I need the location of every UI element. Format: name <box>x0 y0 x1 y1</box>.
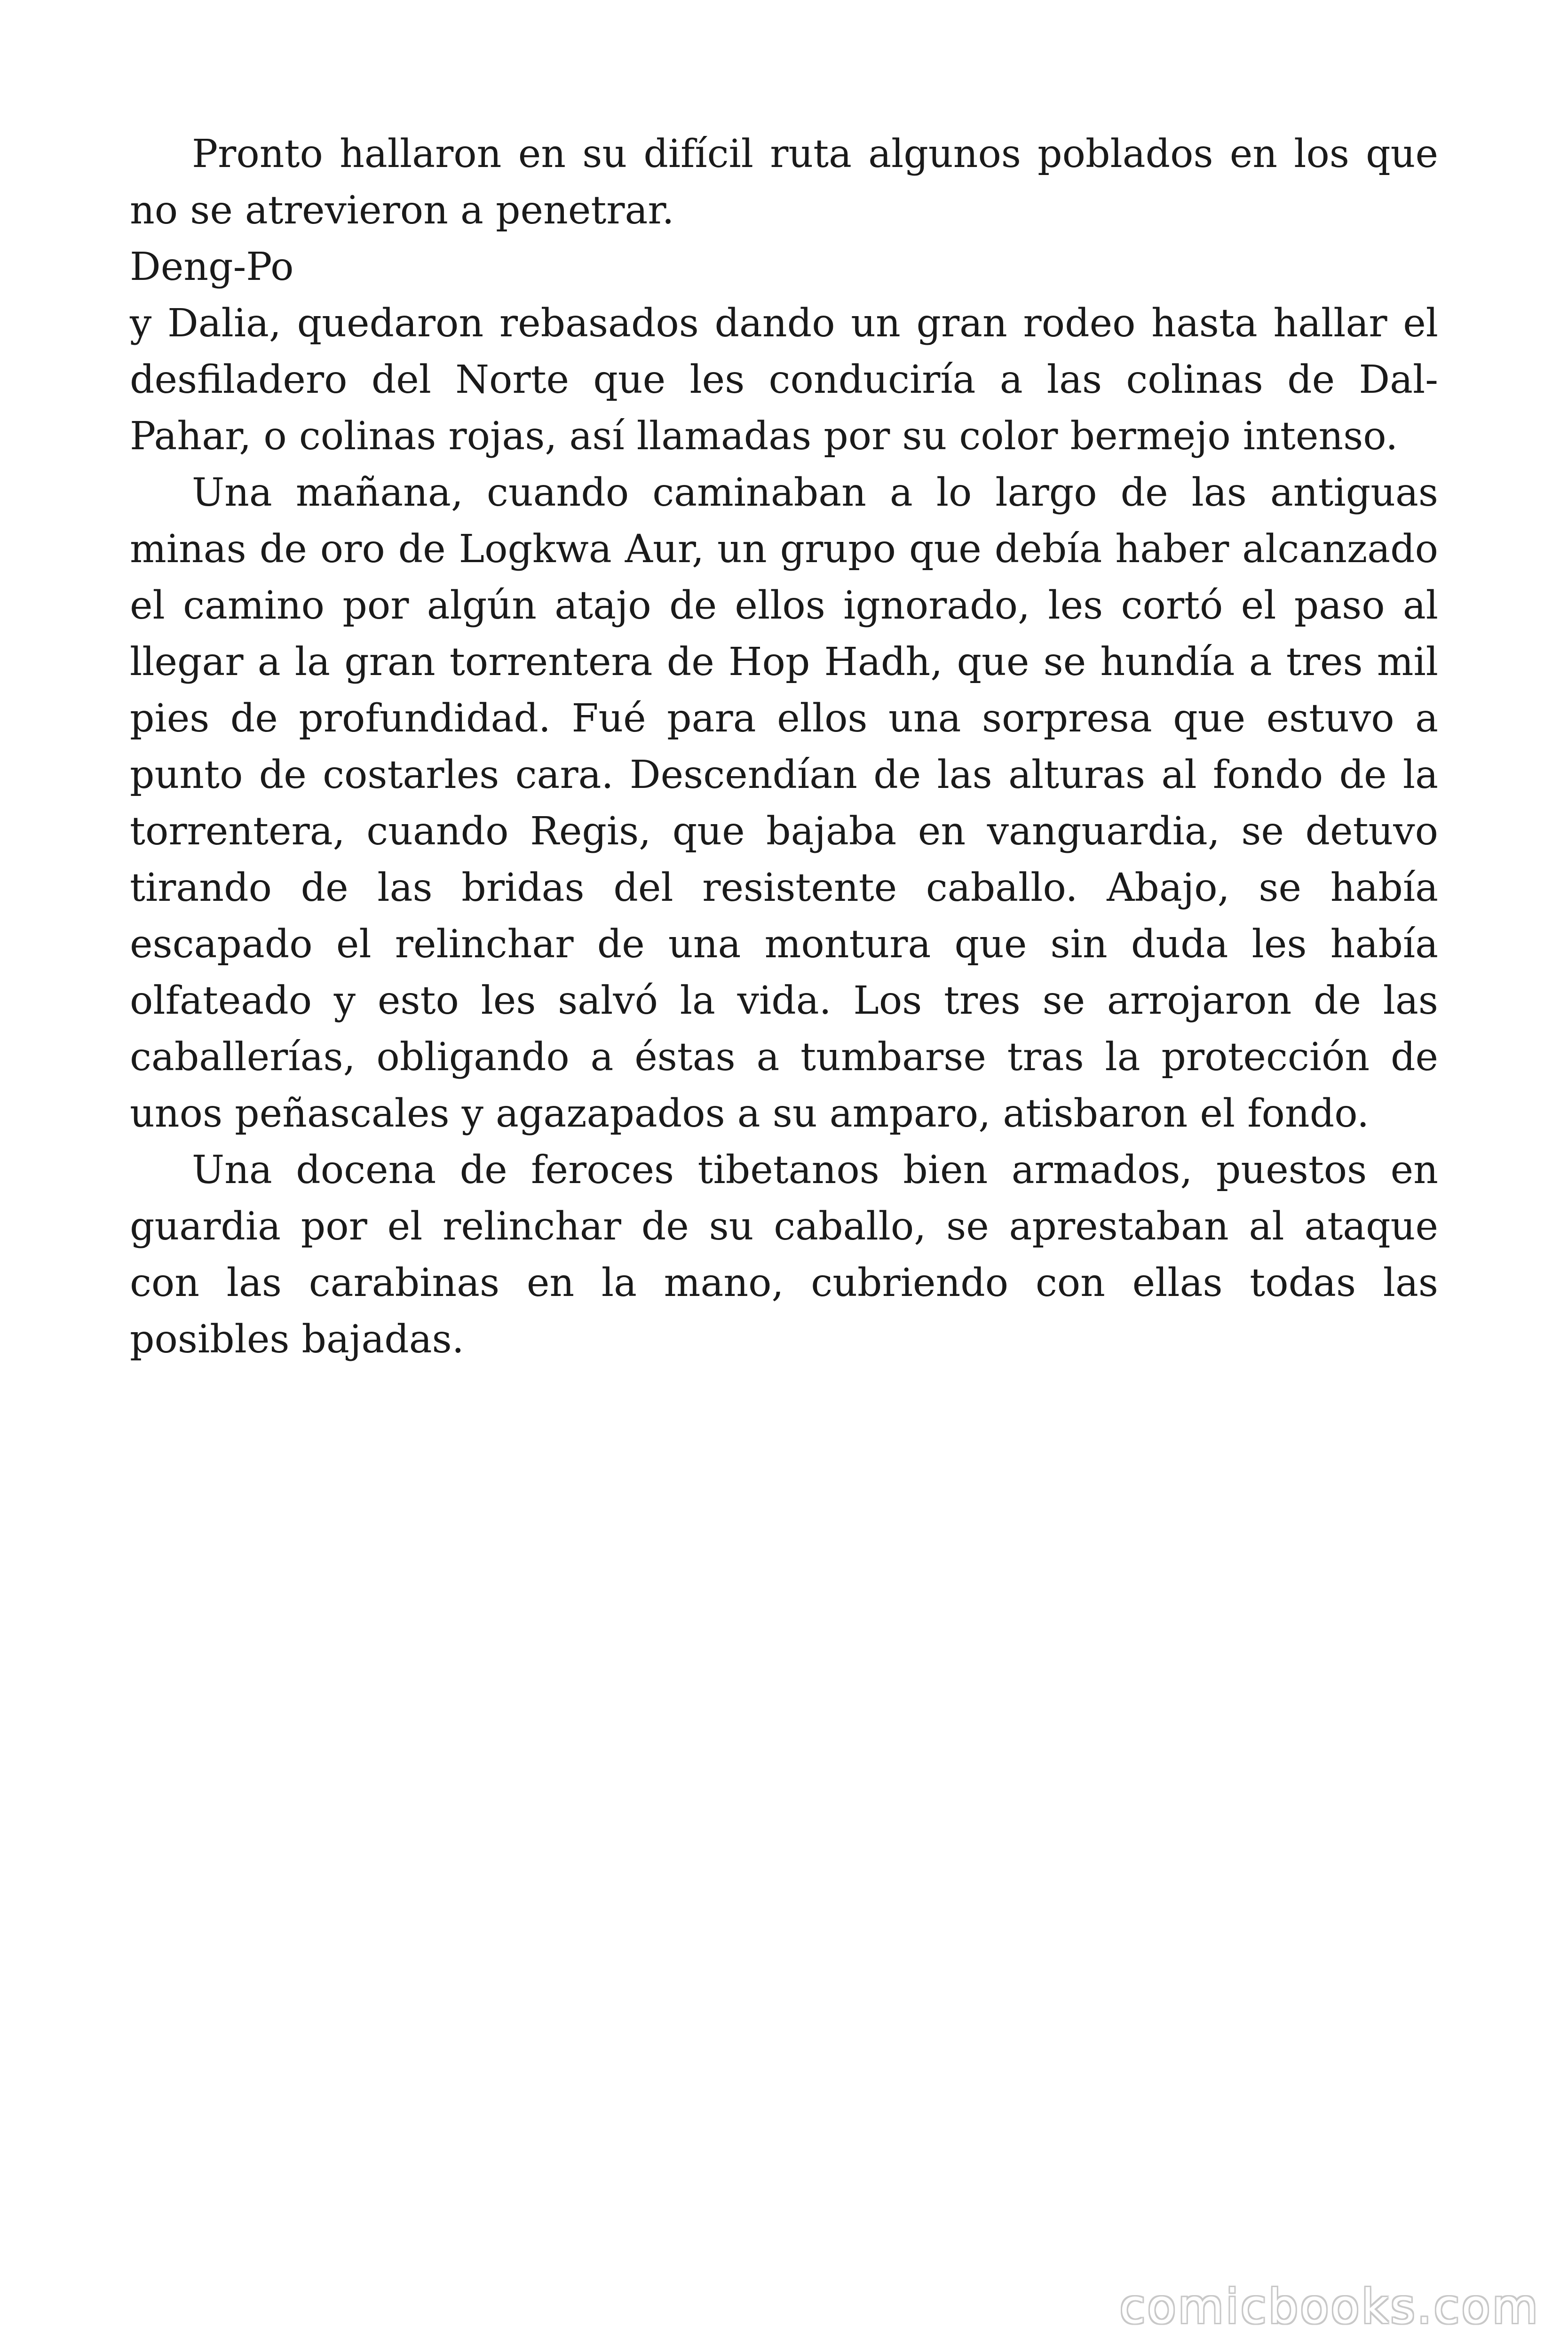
watermark-text: comicbooks.com <box>1119 2279 1540 2334</box>
page-body <box>130 126 1438 1368</box>
paragraph-3: y Dalia, quedaron rebasados dando un gran rodeo hasta hallar el desfiladero del Norte que les conduciría a las colinas de Dal-Pahar, o colinas rojas, así llamadas por su color bermejo intenso. <box>130 301 1438 459</box>
paragraph-4: Una mañana, cuando caminaban a lo largo de las antiguas minas de oro de Logkwa Aur, un grupo que debía haber alcanzado el camino por algún atajo de ellos ignorado, les cortó el paso al llegar a la gran torrentera de Hop Hadh, que se hundía a tres mil pies de profundidad. Fué para ellos una sorpresa que estuvo a punto de costarles cara. Descendían de las alturas al fondo de la torrentera, cuando Regis, que bajaba en vanguardia, se detuvo tirando de las bridas del resistente caballo. Abajo, se había escapado el relinchar de una montura que sin duda les había olfateado y esto les salvó la vida. Los tres se arrojaron de las caballerías, obligando a éstas a tumbarse tras la protección de unos peñascales y agazapados a su amparo, atisbaron el fondo. <box>130 470 1438 1136</box>
paragraph-5: Una docena de feroces tibetanos bien armados, puestos en guardia por el relinchar de su caballo, se aprestaban al ataque con las carabinas en la mano, cubriendo con ellas todas las posibles bajadas. <box>130 1148 1438 1362</box>
paragraph-2: Deng-Po <box>130 245 294 289</box>
paragraph-1: Pronto hallaron en su difícil ruta algunos poblados en los que no se atrevieron a penetrar. <box>130 132 1438 233</box>
